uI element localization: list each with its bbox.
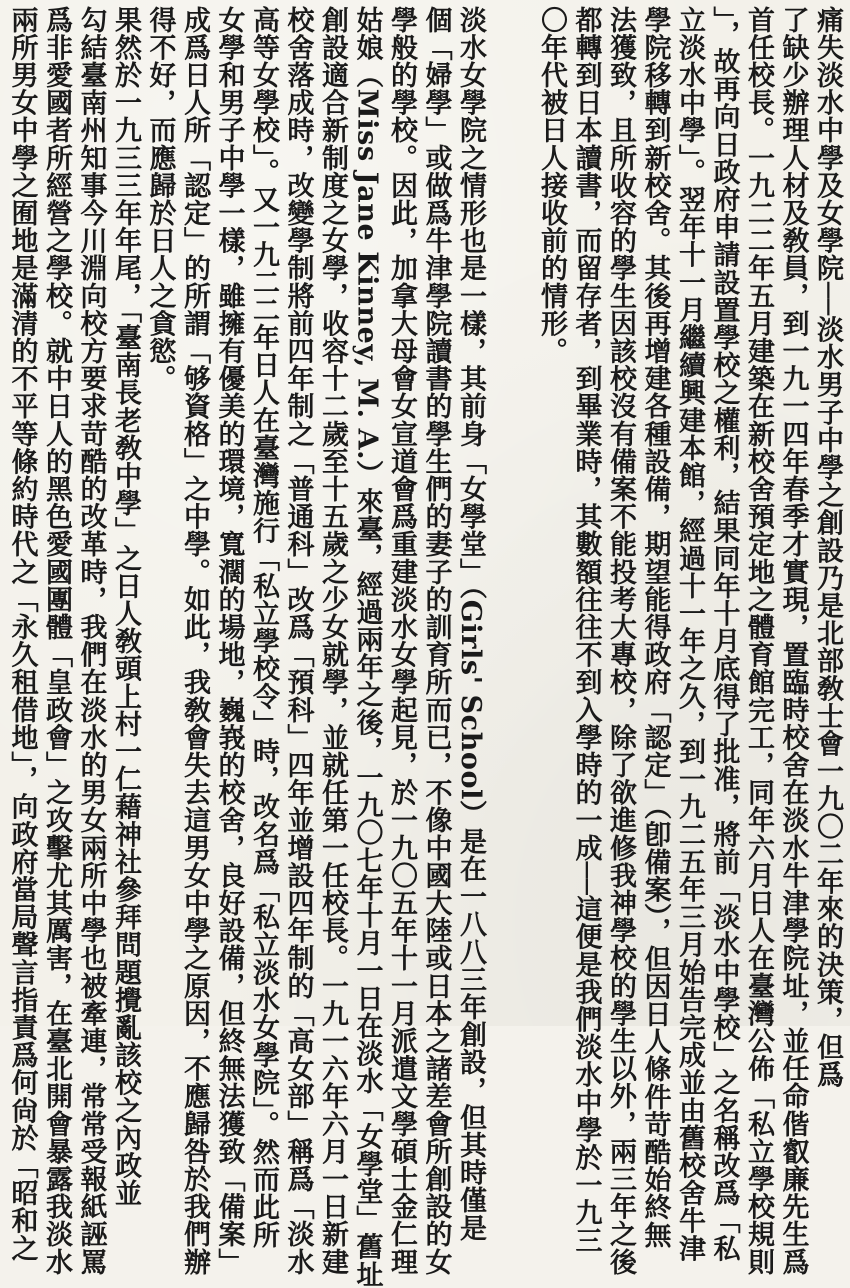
text-column: 校舍落成時，改變學制將前四年制之「普通科」改爲「預科」四年並增設四年制的「高女部」稱爲「淡水: [282, 6, 314, 1276]
text-column: 學院移轉到新校舍。其後再增建各種設備，期望能得政府「認定」（卽備案），但因日人條件苛酷始終無: [639, 6, 671, 1249]
text-column: 立淡水中學」。翌年十一月繼續興建本館，經過十一年之久，到一九二五年三月始告完成並由舊校舍牛津: [674, 6, 705, 1263]
text-column: 果然於一九三三年年尾，「臺南長老敎中學」之日人敎頭上村一仁藉神社參拜問題攪亂該校之內政並: [110, 6, 141, 1207]
text-column: 成爲日人所「認定」的所謂「够資格」之中學。如此，我敎會失去這男女中學之原因，不應歸咎於我們辦: [179, 6, 210, 1276]
text-column: 高等女學校」。又一九二二年日人在臺灣施行「私立學校令」時，改名爲「私立淡水女學院」。然而此所: [248, 6, 279, 1249]
text-column: 淡水女學院之情形也是一樣，其前身「女學堂」（Girls' School）是在一八八三年創設，但其時僅是: [455, 6, 486, 1242]
text-column: 兩所男女中學之囿地是滿清的不平等條約時代之「永久租借地」，向政府當局聲言指責爲何尙於「昭和之: [6, 6, 38, 1263]
text-column: 女學和男子中學一樣，雖擁有優美的環境，寬濶的場地，巍峩的校舍，良好設備，但終無法獲致「備案」: [213, 6, 245, 1276]
text-column: 學般的學校。因此，加拿大母會女宣道會爲重建淡水女學起見，於一九〇五年十一月派遣文學碩士金仁理: [386, 6, 417, 1276]
article-top-section: [534, 6, 845, 1276]
text-column: 了缺少辦理人材及敎員，到一九一四年春季才實現，置臨時校舍在淡水牛津學院址，並任命偕叡廉先生爲: [777, 6, 809, 1276]
text-column: 勾結臺南州知事今川淵向校方要求苛酷的改革時，我們在淡水的男女兩所中學也被牽連，常常受報紙誣罵: [75, 6, 107, 1276]
text-column: 法獲致，且所收容的學生因該校沒有備案不能投考大專校，除了欲進修我神學校的學生以外，兩三年之後: [605, 6, 636, 1276]
text-column: 得不好，而應歸於日人之貪慾。: [144, 6, 176, 393]
text-column: 〇年代被日人接收前的情形。: [536, 6, 567, 365]
text-column: 爲非愛國者所經營之學校。就中日人的黑色愛國團體「皇政會」之攻擊尤其厲害，在臺北開會暴露我淡水: [41, 6, 72, 1276]
text-column: 痛失淡水中學及女學院──淡水男子中學之創設乃是北部敎士會一九〇二年來的決策，但爲: [812, 6, 843, 1089]
text-column: 姑娘（Miss Jane Kinney, M. A.）來臺，經過兩年之後，一九〇七年十月一日在淡水「女學堂」舊址: [351, 6, 383, 1288]
text-column: 首任校長。一九二二年五月建築在新校舍預定地之體育館完工，同年六月日人在臺灣公佈「私立學校規則: [743, 6, 774, 1276]
text-column: 」，故再向日政府申請設置學校之權利，結果同年十月底得了批准，將前「淡水中學校」之名稱改爲「私: [708, 6, 740, 1263]
text-column: 都轉到日本讀書，而留存者，到畢業時，其數額往往不到入學時的一成──這便是我們淡水中學於一九三: [570, 6, 602, 1255]
article-bottom-section: [4, 6, 487, 1288]
text-column: 創設適合新制度之女學，收容十二歲至十五歲之少女就學，並就任第一任校長。一九一六年六月一日新建: [317, 6, 348, 1276]
text-column: 個「婦學」或做爲牛津學院讀書的學生們的妻子的訓育所而已，不像中國大陸或日本之諸差會所創設的女: [420, 6, 452, 1276]
